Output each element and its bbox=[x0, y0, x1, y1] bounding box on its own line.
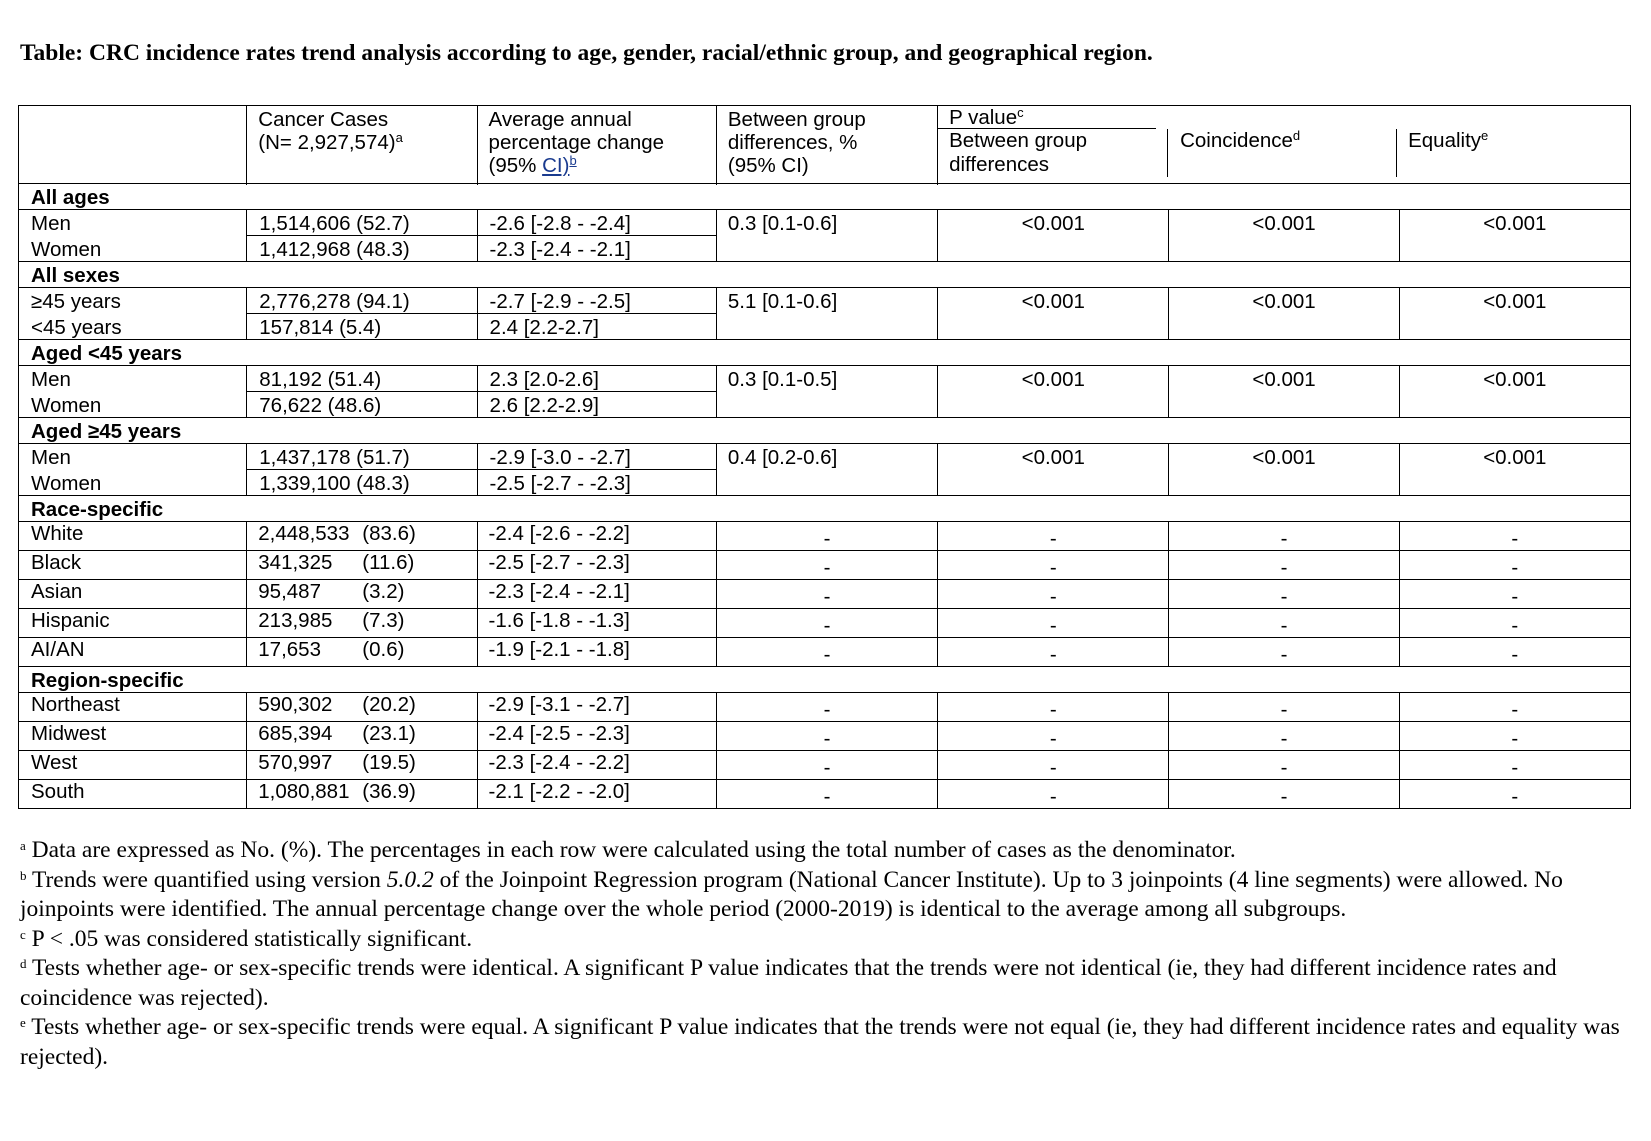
group-p-bgd: <0.001 bbox=[938, 210, 1169, 262]
race-row-dash: - bbox=[938, 638, 1169, 667]
cases-count: 17,653 bbox=[258, 638, 321, 661]
race-row-dash: - bbox=[1399, 609, 1630, 638]
region-row-dash: - bbox=[716, 693, 937, 722]
region-row-dash: - bbox=[938, 751, 1169, 780]
group-row-label-cell bbox=[19, 444, 247, 496]
group-data-row bbox=[19, 210, 1631, 262]
race-row-label: Black bbox=[19, 551, 247, 580]
group-p-bgd: <0.001 bbox=[938, 444, 1169, 496]
cases-percent: (19.5) bbox=[362, 751, 416, 774]
footnotes bbox=[20, 836, 1630, 1072]
group-row-cases: 1,339,100 (48.3) bbox=[259, 471, 410, 495]
race-row-apc: -2.4 [-2.6 - -2.2] bbox=[477, 522, 716, 551]
group-row-label: Women bbox=[31, 393, 102, 417]
group-row-cases: 2,776,278 (94.1) bbox=[247, 288, 476, 314]
group-header-row bbox=[19, 340, 1631, 366]
group-row-cases: 1,437,178 (51.7) bbox=[247, 444, 476, 470]
group-row-cases: 157,814 (5.4) bbox=[259, 315, 382, 339]
race-row-apc: -1.9 [-2.1 - -1.8] bbox=[477, 638, 716, 667]
region-row bbox=[19, 722, 1631, 751]
group-row-apc: -2.6 [-2.8 - -2.4] bbox=[478, 210, 716, 236]
group-p-bgd: <0.001 bbox=[938, 288, 1169, 340]
region-row-dash: - bbox=[1169, 722, 1399, 751]
race-row bbox=[19, 522, 1631, 551]
race-row bbox=[19, 580, 1631, 609]
race-row-dash: - bbox=[1169, 522, 1399, 551]
cases-count: 95,487 bbox=[258, 580, 321, 603]
group-row-label: <45 years bbox=[31, 315, 122, 339]
race-row-apc: -2.3 [-2.4 - -2.1] bbox=[477, 580, 716, 609]
header-apc: Average annual percentage change (95% CI)$^b$ bbox=[477, 106, 716, 184]
group-row-apc: 2.4 [2.2-2.7] bbox=[489, 315, 599, 339]
race-row-cases bbox=[247, 638, 477, 667]
region-row-cases bbox=[247, 780, 477, 809]
region-row-apc: -2.9 [-3.1 - -2.7] bbox=[477, 693, 716, 722]
region-row-label: South bbox=[19, 780, 247, 809]
header-p-between-group: Between group differences bbox=[938, 129, 1168, 177]
group-row-cases-cell bbox=[247, 210, 477, 262]
group-row-label: Men bbox=[31, 212, 71, 235]
race-row-dash: - bbox=[938, 580, 1169, 609]
race-row-cases bbox=[247, 580, 477, 609]
region-row-label: Northeast bbox=[19, 693, 247, 722]
header-pvalue-group: P value$^c$ Between group differences Coincidence$^d$ Equality$^e$ bbox=[938, 106, 1631, 184]
region-row-label: West bbox=[19, 751, 247, 780]
region-row-dash: - bbox=[1169, 693, 1399, 722]
header-between-group: Between group differences, % (95% CI) bbox=[716, 106, 937, 184]
region-row-dash: - bbox=[1399, 722, 1630, 751]
footnote-b: $^b$ Trends were quantified using version 5.0.2 of the Joinpoint Regression program (National Cancer Institute). Up to 3 joinpoints (4 line segments) were allowed. No joinpoints were identified. The annual percentage change over the whole period (2000-2019) is identical to the average among all subgroups. bbox=[20, 866, 1563, 922]
race-row-dash: - bbox=[1399, 551, 1630, 580]
group-row-label: ≥45 years bbox=[31, 290, 121, 313]
header-cases: Cancer Cases (N= 2,927,574)$^a$ bbox=[247, 106, 477, 184]
group-equality: <0.001 bbox=[1399, 366, 1630, 418]
region-label: Region-specific bbox=[19, 667, 1631, 693]
cases-percent: (36.9) bbox=[362, 780, 416, 803]
cases-count: 1,080,881 bbox=[258, 780, 350, 803]
race-row-cases bbox=[247, 551, 477, 580]
group-coincidence: <0.001 bbox=[1169, 444, 1399, 496]
header-equality: Equality$^e$ bbox=[1408, 128, 1489, 152]
group-data-row bbox=[19, 288, 1631, 340]
race-row-dash: - bbox=[1169, 551, 1399, 580]
region-row-dash: - bbox=[938, 693, 1169, 722]
group-coincidence: <0.001 bbox=[1169, 288, 1399, 340]
group-row-apc: -2.5 [-2.7 - -2.3] bbox=[489, 471, 631, 495]
region-row-dash: - bbox=[1169, 751, 1399, 780]
group-row-label: Women bbox=[31, 237, 102, 261]
race-row-label: Hispanic bbox=[19, 609, 247, 638]
cases-percent: (7.3) bbox=[362, 609, 405, 632]
region-header-row bbox=[19, 667, 1631, 693]
trend-table bbox=[18, 105, 1631, 809]
group-equality: <0.001 bbox=[1399, 210, 1630, 262]
header-row-1 bbox=[19, 106, 1631, 184]
race-row-apc: -2.5 [-2.7 - -2.3] bbox=[477, 551, 716, 580]
race-row-dash: - bbox=[938, 551, 1169, 580]
group-label: All sexes bbox=[19, 262, 1631, 288]
region-row-dash: - bbox=[938, 780, 1169, 809]
group-data-row bbox=[19, 366, 1631, 418]
group-row-cases-cell bbox=[247, 288, 477, 340]
header-coincidence: Coincidence$^d$ bbox=[1168, 129, 1397, 177]
group-between-diff: 5.1 [0.1-0.6] bbox=[716, 288, 937, 340]
group-equality: <0.001 bbox=[1399, 288, 1630, 340]
race-row-dash: - bbox=[716, 580, 937, 609]
race-row-label: Asian bbox=[19, 580, 247, 609]
race-row bbox=[19, 551, 1631, 580]
race-row-dash: - bbox=[1169, 580, 1399, 609]
region-row bbox=[19, 780, 1631, 809]
cases-percent: (23.1) bbox=[362, 722, 416, 745]
race-row-dash: - bbox=[938, 609, 1169, 638]
group-row-apc: -2.7 [-2.9 - -2.5] bbox=[478, 288, 716, 314]
race-row-cases bbox=[247, 609, 477, 638]
group-row-apc-cell bbox=[477, 444, 716, 496]
region-row-apc: -2.3 [-2.4 - -2.2] bbox=[477, 751, 716, 780]
group-row-apc: 2.6 [2.2-2.9] bbox=[489, 393, 599, 417]
race-row-label: AI/AN bbox=[19, 638, 247, 667]
race-row-label: White bbox=[19, 522, 247, 551]
group-equality: <0.001 bbox=[1399, 444, 1630, 496]
footnote-d: $^d$ Tests whether age- or sex-specific trends were identical. A significant P value indicates that the trends were not identical (ie, they had different incidence rates and coincidence was rejected). bbox=[20, 955, 1557, 1011]
group-row-apc: -2.3 [-2.4 - -2.1] bbox=[489, 237, 631, 261]
race-row-dash: - bbox=[938, 522, 1169, 551]
region-row-apc: -2.4 [-2.5 - -2.3] bbox=[477, 722, 716, 751]
cases-count: 590,302 bbox=[258, 693, 333, 716]
race-row bbox=[19, 609, 1631, 638]
group-row-cases: 76,622 (48.6) bbox=[259, 393, 382, 417]
region-row-cases bbox=[247, 722, 477, 751]
region-row-apc: -2.1 [-2.2 - -2.0] bbox=[477, 780, 716, 809]
group-header-row bbox=[19, 184, 1631, 210]
group-row-apc-cell bbox=[477, 366, 716, 418]
race-row-dash: - bbox=[1169, 638, 1399, 667]
cases-count: 213,985 bbox=[258, 609, 333, 632]
group-row-label: Women bbox=[31, 471, 102, 495]
region-row-dash: - bbox=[1399, 693, 1630, 722]
region-row-cases bbox=[247, 693, 477, 722]
group-between-diff: 0.4 [0.2-0.6] bbox=[716, 444, 937, 496]
region-row-dash: - bbox=[716, 780, 937, 809]
cases-percent: (3.2) bbox=[362, 580, 405, 603]
group-header-row bbox=[19, 418, 1631, 444]
race-row-dash: - bbox=[716, 551, 937, 580]
cases-percent: (83.6) bbox=[362, 522, 416, 545]
region-row-dash: - bbox=[716, 722, 937, 751]
race-row bbox=[19, 638, 1631, 667]
group-row-cases: 81,192 (51.4) bbox=[247, 366, 476, 392]
group-data-row bbox=[19, 444, 1631, 496]
group-label: Aged <45 years bbox=[19, 340, 1631, 366]
race-row-dash: - bbox=[1169, 609, 1399, 638]
footnote-e: $^e$ Tests whether age- or sex-specific trends were equal. A significant P value indicates that the trends were not equal (ie, they had different incidence rates and equality was rejected). bbox=[20, 1014, 1620, 1070]
footnote-c: $^c$ P < .05 was considered statistically significant. bbox=[20, 925, 473, 952]
cases-count: 341,325 bbox=[258, 551, 333, 574]
group-coincidence: <0.001 bbox=[1169, 210, 1399, 262]
group-row-label: Men bbox=[31, 368, 71, 391]
region-row bbox=[19, 693, 1631, 722]
cases-count: 2,448,533 bbox=[258, 522, 350, 545]
group-row-apc-cell bbox=[477, 210, 716, 262]
group-row-apc: -2.9 [-3.0 - -2.7] bbox=[478, 444, 716, 470]
region-row-dash: - bbox=[938, 722, 1169, 751]
region-row-dash: - bbox=[1399, 780, 1630, 809]
cases-count: 570,997 bbox=[258, 751, 333, 774]
group-row-apc-cell bbox=[477, 288, 716, 340]
race-row-dash: - bbox=[716, 638, 937, 667]
cases-count: 685,394 bbox=[258, 722, 333, 745]
cases-percent: (0.6) bbox=[362, 638, 405, 661]
group-row-cases: 1,412,968 (48.3) bbox=[259, 237, 410, 261]
group-label: Aged ≥45 years bbox=[19, 418, 1631, 444]
race-row-dash: - bbox=[716, 522, 937, 551]
header-empty-cell bbox=[19, 106, 247, 184]
footnote-a: $^a$ Data are expressed as No. (%). The percentages in each row were calculated using the total number of cases as the denominator. bbox=[20, 837, 1236, 863]
group-row-label: Men bbox=[31, 446, 71, 469]
region-row bbox=[19, 751, 1631, 780]
group-row-label-cell bbox=[19, 288, 247, 340]
group-between-diff: 0.3 [0.1-0.6] bbox=[716, 210, 937, 262]
race-header-row bbox=[19, 496, 1631, 522]
table-title: Table: CRC incidence rates trend analysis according to age, gender, racial/ethnic group, and geographical region. bbox=[20, 40, 1153, 66]
group-row-label-cell bbox=[19, 210, 247, 262]
region-row-dash: - bbox=[1169, 780, 1399, 809]
group-header-row bbox=[19, 262, 1631, 288]
cases-percent: (20.2) bbox=[362, 693, 416, 716]
region-row-dash: - bbox=[1399, 751, 1630, 780]
group-row-cases-cell bbox=[247, 366, 477, 418]
group-label: All ages bbox=[19, 184, 1631, 210]
race-row-dash: - bbox=[716, 609, 937, 638]
race-row-dash: - bbox=[1399, 638, 1630, 667]
race-row-cases bbox=[247, 522, 477, 551]
race-row-dash: - bbox=[1399, 580, 1630, 609]
group-p-bgd: <0.001 bbox=[938, 366, 1169, 418]
race-row-dash: - bbox=[1399, 522, 1630, 551]
race-label: Race-specific bbox=[19, 496, 1631, 522]
group-row-cases: 1,514,606 (52.7) bbox=[247, 210, 476, 236]
region-row-label: Midwest bbox=[19, 722, 247, 751]
group-row-apc: 2.3 [2.0-2.6] bbox=[478, 366, 716, 392]
region-row-cases bbox=[247, 751, 477, 780]
cases-percent: (11.6) bbox=[362, 551, 415, 574]
group-coincidence: <0.001 bbox=[1169, 366, 1399, 418]
group-row-label-cell bbox=[19, 366, 247, 418]
region-row-dash: - bbox=[716, 751, 937, 780]
group-row-cases-cell bbox=[247, 444, 477, 496]
race-row-apc: -1.6 [-1.8 - -1.3] bbox=[477, 609, 716, 638]
group-between-diff: 0.3 [0.1-0.5] bbox=[716, 366, 937, 418]
